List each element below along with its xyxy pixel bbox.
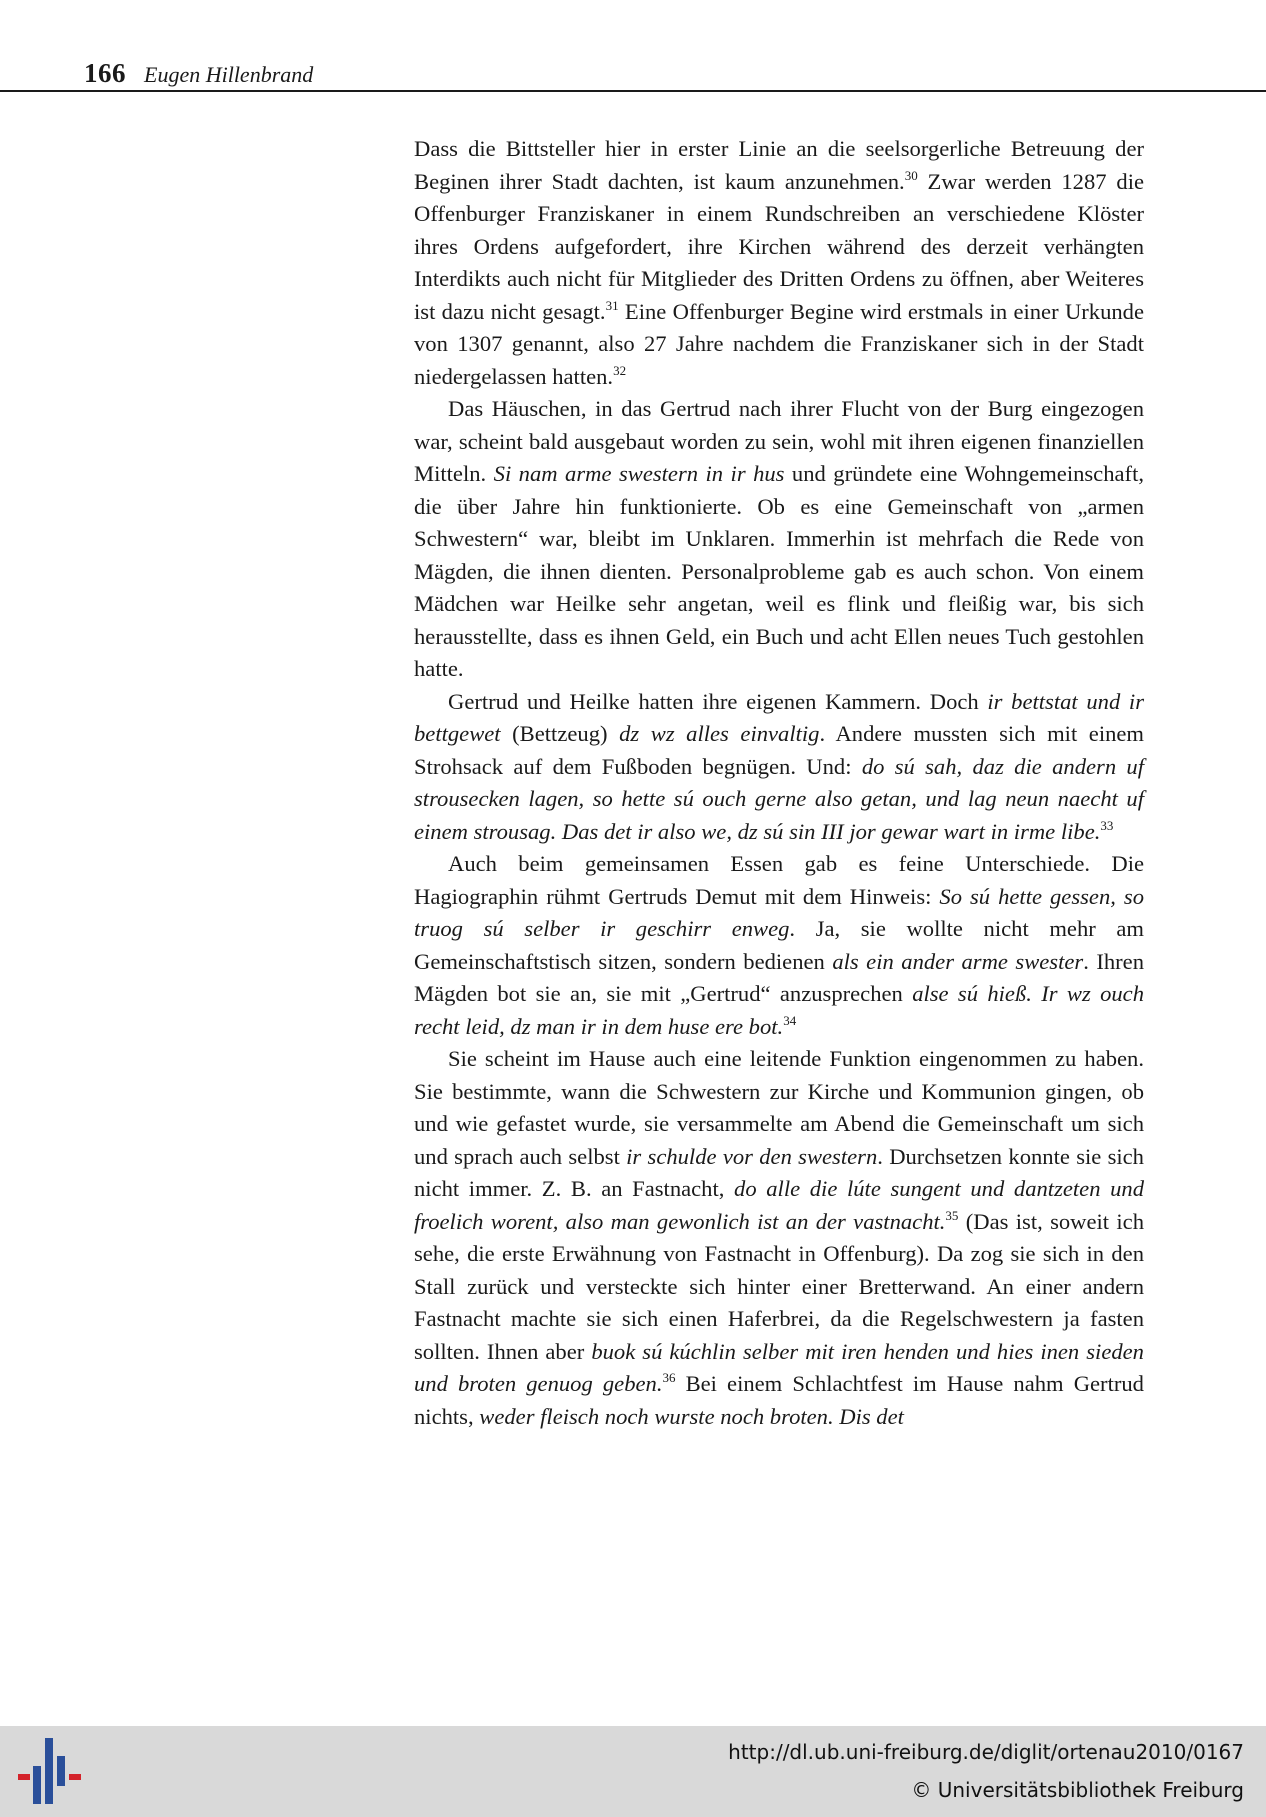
footnote-ref: 33: [1100, 817, 1114, 833]
quotation-text: ir bettstat und ir bettgewet: [414, 688, 1145, 746]
text-run: Dass die Bittsteller hier in erster Linie an die seelsorgerliche Betreuung der Beginen ihrer Stadt dachten, ist kaum anzunehmen.: [414, 136, 1144, 194]
quotation-text: weder fleisch noch wurste noch broten. Dis det: [479, 1403, 904, 1429]
paragraph: [414, 393, 1144, 686]
paragraph: [414, 1043, 1144, 1433]
text-run: Sie scheint im Hause auch eine leitende Funktion eingenommen zu haben. Sie bestimmte, wann die Schwestern zur Kirche und Kommunion gingen, ob und wie gefastet wurde, sie versammelte am Abend die Gemeinschaft um sich und sprach auch selbst: [414, 1046, 1144, 1169]
footnote-ref: 36: [662, 1370, 676, 1385]
footnote-ref: 30: [904, 167, 918, 183]
text-run: . Durchsetzen konnte sie sich nicht immer. Z. B. an Fastnacht,: [414, 1143, 1144, 1201]
text-run: Gertrud und Heilke hatten ihre eigenen Kammern. Doch: [448, 688, 988, 714]
footnote-ref: 35: [945, 1207, 959, 1223]
page-number: 166: [84, 58, 126, 88]
text-run: Auch beim gemeinsamen Essen gab es feine Unterschiede. Die Hagiographin rühmt Gertruds Demut mit dem Hinweis:: [414, 851, 1144, 909]
paragraph: [414, 686, 1144, 849]
text-run: und gründete eine Wohngemeinschaft, die über Jahre hin funktionierte. Ob es eine Gemeinschaft von „armen Schwestern“ war, bleibt im Unklaren. Immerhin ist mehrfach die Rede von Mägden, die ihnen dienten. Personalprobleme gab es auch schon. Von einem Mädchen war Heilke sehr angetan, weil es flink und fleißig war, bis sich herausstellte, dass es ihnen Geld, ein Buch und acht Ellen neues Tuch gestohlen hatte.: [414, 461, 1144, 681]
copyright-notice: © Universitätsbibliothek Freiburg: [911, 1778, 1244, 1802]
paragraph: [414, 133, 1144, 393]
text-run: . Ihren Mägden bot sie an, sie mit „Gertrud“ anzusprechen: [414, 948, 1144, 1006]
footnote-ref: 31: [605, 297, 619, 313]
paragraph: [414, 848, 1144, 1043]
source-url[interactable]: http://dl.ub.uni-freiburg.de/diglit/ortenau2010/0167: [728, 1740, 1244, 1764]
quotation-text: So sú hette gessen, so truog sú selber ir geschirr enweg: [414, 883, 1144, 941]
quotation-text: dz wz alles einvaltig: [619, 721, 820, 746]
text-run: (Bettzeug): [500, 721, 620, 746]
running-header: [84, 58, 1266, 92]
quotation-text: Si nam arme swestern in ir hus: [493, 461, 785, 486]
footnote-ref: 34: [783, 1012, 797, 1028]
footer-bar: [0, 1726, 1266, 1817]
text-run: . Andere mussten sich mit einem Strohsack auf dem Fußboden begnügen. Und:: [414, 721, 1144, 779]
quotation-text: do alle die lúte sungent und dantzeten und froelich worent, also man gewonlich ist an der vastnacht.: [414, 1176, 1144, 1234]
quotation-text: ir schulde vor den swestern: [626, 1143, 878, 1169]
running-head-author: Eugen Hillenbrand: [144, 62, 314, 87]
text-run: Bei einem Schlachtfest im Hause nahm Gertrud nichts,: [414, 1371, 1144, 1429]
text-run: . Ja, sie wollte nicht mehr am Gemeinschaftstisch sitzen, sondern bedienen: [414, 916, 1144, 974]
footnote-ref: 32: [613, 362, 627, 378]
quotation-text: als ein ander arme swester: [832, 948, 1084, 974]
quotation-text: do sú sah, daz die andern uf strousecken lagen, so hette sú ouch gerne also getan, und lag neun naecht uf einem strousag. Das det ir also we, dz sú sin III jor gewar wart in irme libe.: [414, 753, 1144, 844]
quotation-text: buok sú kúchlin selber mit iren henden und hies inen sieden und broten genuog geben.: [414, 1338, 1144, 1396]
header-rule: [0, 90, 1266, 92]
ub-freiburg-logo-icon: [18, 1738, 82, 1804]
text-run: Das Häuschen, in das Gertrud nach ihrer Flucht von der Burg eingezogen war, scheint bald ausgebaut worden zu sein, wohl mit ihren eigenen finanziellen Mitteln.: [414, 396, 1144, 486]
text-run: Eine Offenburger Begine wird erstmals in einer Urkunde von 1307 genannt, also 27 Jahre nachdem die Franziskaner sich in der Stadt niedergelassen hatten.: [414, 298, 1144, 389]
text-run: Zwar werden 1287 die Offenburger Franziskaner in einem Rundschreiben an verschiedene Klöster ihres Ordens aufgefordert, ihre Kirchen während des derzeit verhängten Interdikts auch nicht für Mitglieder des Dritten Ordens zu öffnen, aber Weiteres ist dazu nicht gesagt.: [414, 168, 1144, 324]
body-text: [414, 133, 1144, 1433]
text-run: (Das ist, soweit ich sehe, die erste Erwähnung von Fastnacht in Offenburg). Da zog sie sich in den Stall zurück und versteckte sich hinter einer Bretterwand. An einer andern Fastnacht machte sie sich einen Haferbrei, da die Regelschwestern ja fasten sollten. Ihnen aber: [414, 1208, 1145, 1364]
quotation-text: alse sú hieß. Ir wz ouch recht leid, dz man ir in dem huse ere bot.: [414, 981, 1145, 1039]
